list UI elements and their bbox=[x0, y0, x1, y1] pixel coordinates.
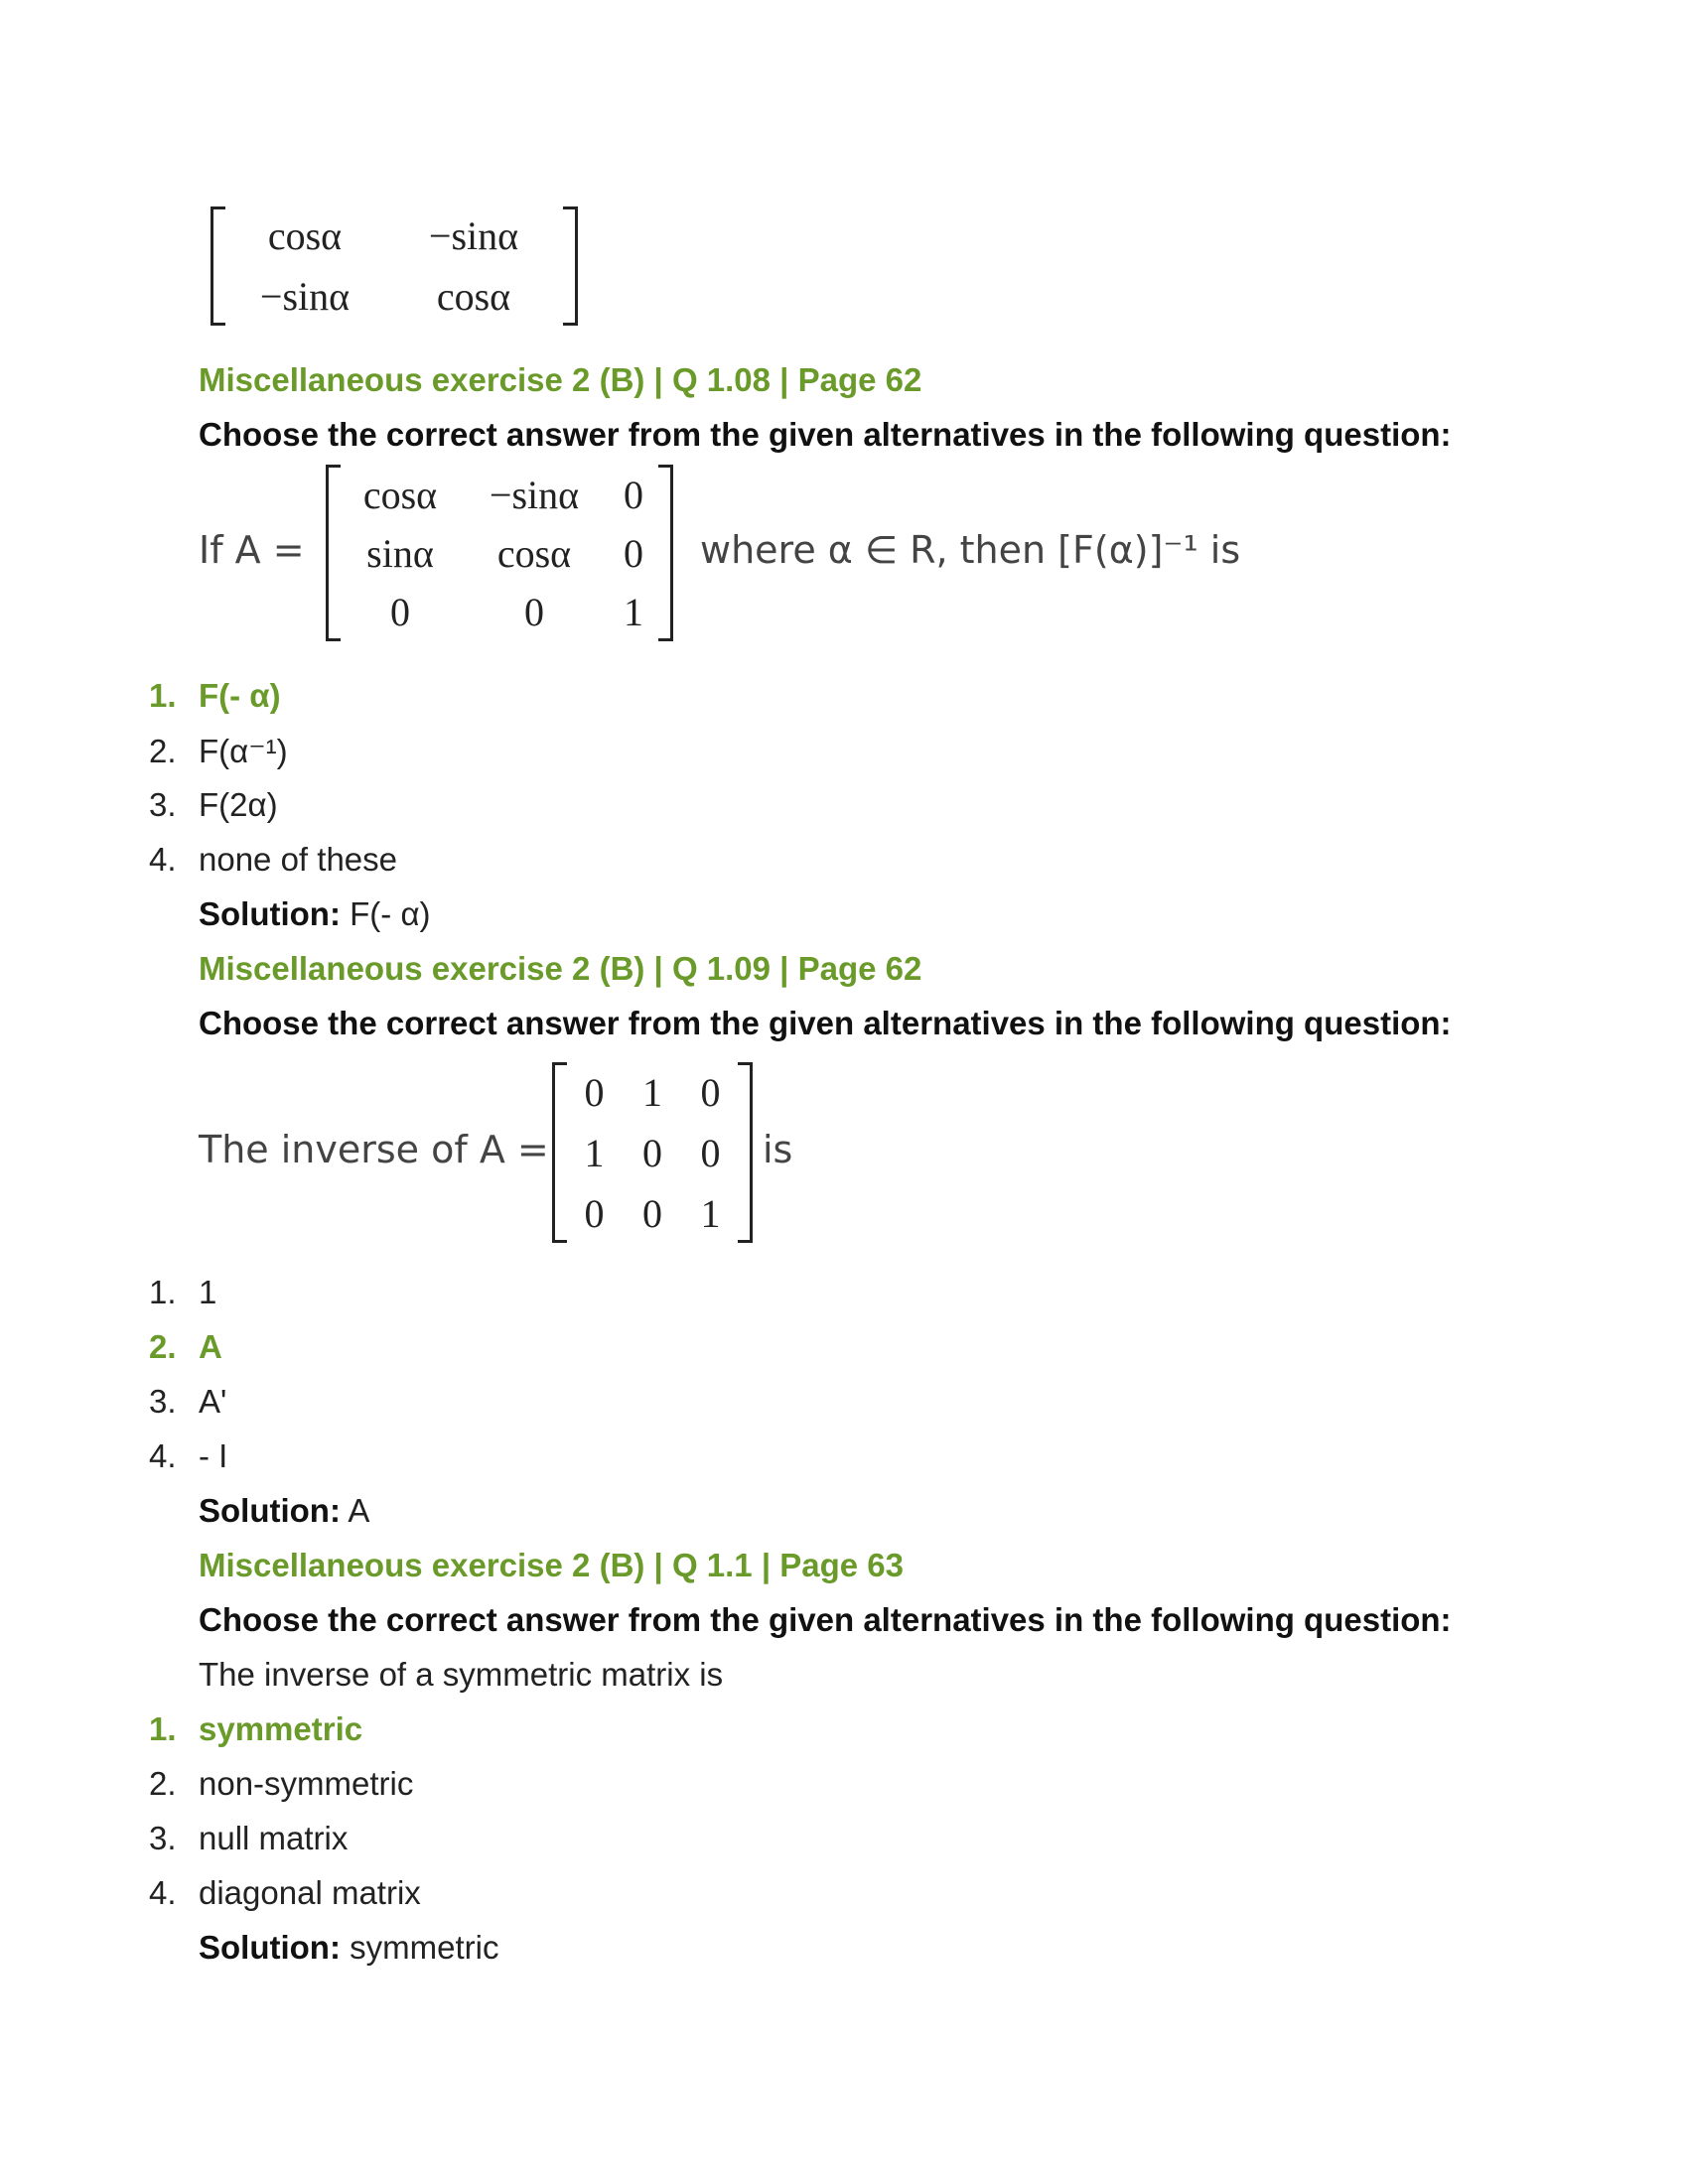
option-number: 3. bbox=[149, 1383, 177, 1420]
option-number: 4. bbox=[149, 1437, 177, 1474]
matrix-cell: cosα bbox=[496, 530, 572, 576]
option-item bbox=[149, 1874, 421, 1912]
matrix-cell: 0 bbox=[584, 1069, 605, 1115]
question-heading: Miscellaneous exercise 2 (B) | Q 1.1 | Page 63 bbox=[199, 1547, 904, 1583]
option-text: null matrix bbox=[199, 1820, 349, 1856]
option-number: 1. bbox=[149, 677, 177, 714]
question-instruction: Choose the correct answer from the given alternatives in the following question: bbox=[199, 1005, 1452, 1041]
matrix-cell: 0 bbox=[624, 530, 643, 576]
matrix-cell: cosα bbox=[267, 213, 343, 258]
question-prompt: The inverse of a symmetric matrix is bbox=[199, 1656, 724, 1693]
question-matrix bbox=[326, 465, 673, 641]
solution-line bbox=[199, 895, 431, 933]
solution-text: symmetric bbox=[350, 1929, 499, 1966]
matrix-cell: 0 bbox=[624, 472, 643, 517]
option-number: 3. bbox=[149, 1820, 177, 1856]
matrix-cell: 1 bbox=[584, 1130, 605, 1175]
matrix-cell: sinα bbox=[366, 530, 434, 576]
question-heading: Miscellaneous exercise 2 (B) | Q 1.09 | Page 62 bbox=[199, 950, 922, 987]
question-prompt-suffix: is bbox=[763, 1128, 793, 1171]
question-prompt-suffix: where α ∈ R, then [F(α)]⁻¹ is bbox=[700, 528, 1241, 572]
option-number: 2. bbox=[149, 733, 177, 769]
option-text: symmetric bbox=[199, 1710, 363, 1747]
matrix-left-bracket bbox=[211, 206, 225, 326]
matrix-cell: 0 bbox=[642, 1130, 662, 1175]
question-instruction: Choose the correct answer from the given alternatives in the following question: bbox=[199, 416, 1452, 453]
matrix-cell: 1 bbox=[700, 1190, 721, 1236]
solution-label: Solution: bbox=[199, 1929, 341, 1966]
option-number: 3. bbox=[149, 786, 177, 823]
question-instruction: Choose the correct answer from the given alternatives in the following question: bbox=[199, 1601, 1452, 1638]
matrix-left-bracket bbox=[552, 1062, 567, 1243]
option-item bbox=[149, 1328, 222, 1366]
top-matrix bbox=[211, 206, 578, 326]
matrix-cell: 0 bbox=[584, 1190, 605, 1236]
option-text: non-symmetric bbox=[199, 1765, 414, 1802]
matrix-cell: 0 bbox=[642, 1190, 662, 1236]
option-text: none of these bbox=[199, 841, 397, 878]
matrix-cell: cosα bbox=[436, 274, 511, 319]
option-text: F(- α) bbox=[199, 677, 281, 714]
option-text: A' bbox=[199, 1383, 227, 1420]
option-item bbox=[149, 1820, 348, 1857]
solution-label: Solution: bbox=[199, 1492, 341, 1529]
option-number: 4. bbox=[149, 841, 177, 878]
question-prompt-prefix: If A = bbox=[199, 528, 305, 572]
matrix-left-bracket bbox=[326, 465, 341, 641]
option-text: diagonal matrix bbox=[199, 1874, 421, 1911]
matrix-cell: −sinα bbox=[259, 274, 351, 319]
option-text: 1 bbox=[199, 1274, 217, 1310]
matrix-cell: 0 bbox=[700, 1130, 721, 1175]
option-text: F(α⁻¹) bbox=[199, 733, 288, 769]
solution-line bbox=[199, 1492, 369, 1530]
option-number: 4. bbox=[149, 1874, 177, 1911]
option-item bbox=[149, 1437, 227, 1475]
matrix-cell: cosα bbox=[362, 472, 438, 517]
matrix-cell: −sinα bbox=[489, 472, 580, 517]
option-item bbox=[149, 732, 288, 770]
question-prompt-prefix: The inverse of A = bbox=[199, 1128, 549, 1171]
matrix-cell: 0 bbox=[390, 589, 410, 634]
option-item bbox=[149, 1765, 413, 1803]
matrix-cell: 0 bbox=[700, 1069, 721, 1115]
option-item bbox=[149, 1710, 362, 1748]
option-number: 2. bbox=[149, 1765, 177, 1802]
matrix-right-bracket bbox=[563, 206, 578, 326]
option-number: 1. bbox=[149, 1710, 177, 1747]
matrix-cell: 1 bbox=[624, 589, 643, 634]
option-text: F(2α) bbox=[199, 786, 278, 823]
option-text: - I bbox=[199, 1437, 228, 1474]
option-item bbox=[149, 677, 281, 715]
question-heading: Miscellaneous exercise 2 (B) | Q 1.08 | Page 62 bbox=[199, 361, 922, 398]
option-item bbox=[149, 841, 397, 879]
question-matrix bbox=[552, 1062, 753, 1243]
option-number: 2. bbox=[149, 1328, 177, 1365]
option-item bbox=[149, 786, 278, 824]
option-text: A bbox=[199, 1328, 222, 1365]
matrix-right-bracket bbox=[658, 465, 673, 641]
solution-line bbox=[199, 1929, 498, 1967]
option-item bbox=[149, 1383, 226, 1421]
option-item bbox=[149, 1274, 216, 1311]
matrix-right-bracket bbox=[738, 1062, 753, 1243]
matrix-cell: 1 bbox=[642, 1069, 662, 1115]
solution-text: A bbox=[348, 1492, 370, 1529]
solution-label: Solution: bbox=[199, 895, 341, 932]
solution-text: F(- α) bbox=[350, 895, 431, 932]
matrix-cell: −sinα bbox=[428, 213, 519, 258]
matrix-cell: 0 bbox=[524, 589, 544, 634]
option-number: 1. bbox=[149, 1274, 177, 1310]
